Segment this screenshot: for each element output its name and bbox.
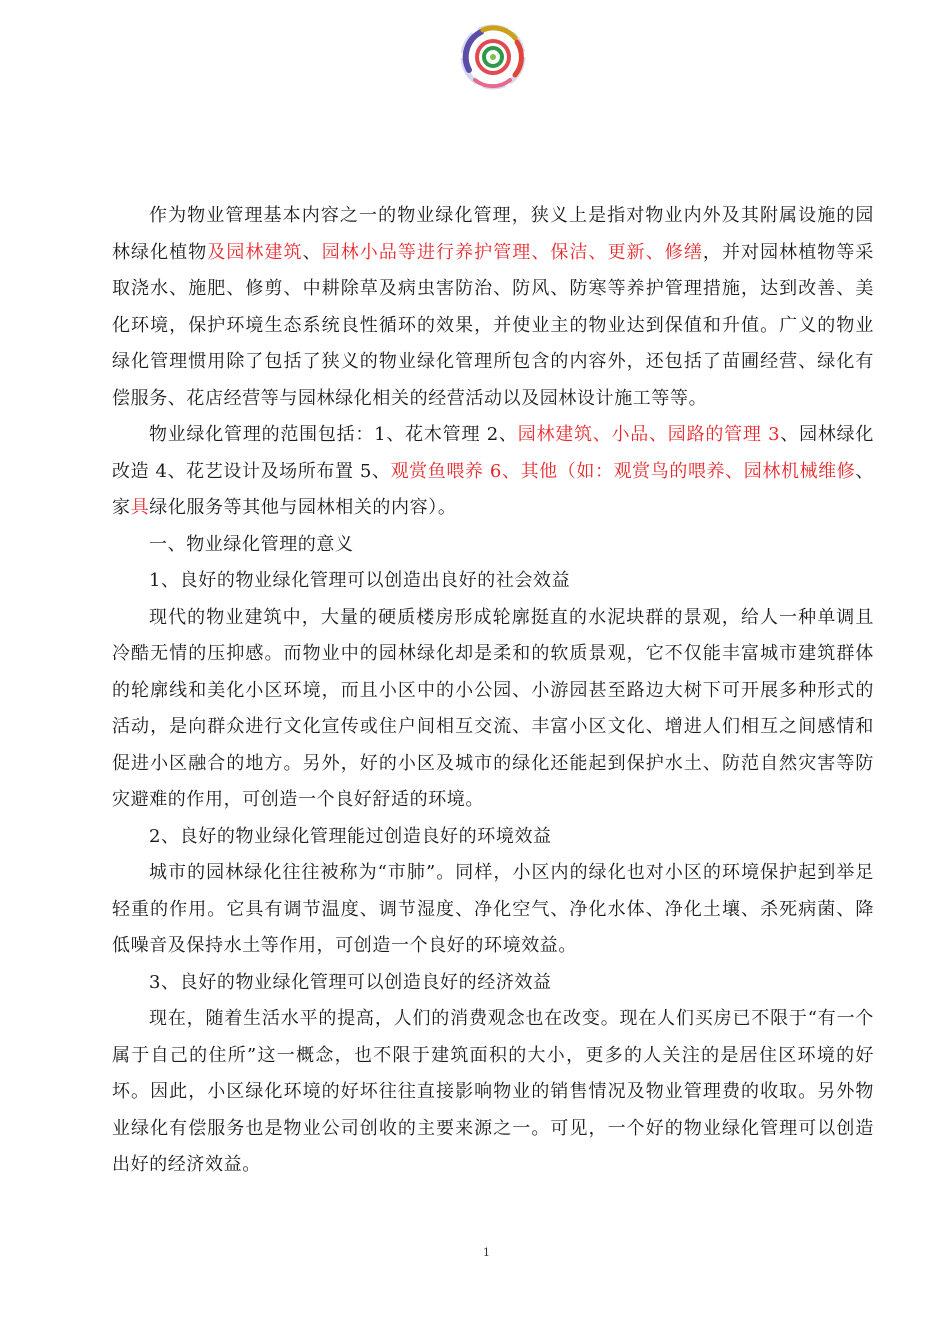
document-body	[112, 198, 874, 1184]
page-number: 1	[483, 1246, 490, 1259]
spiral-logo-icon	[455, 20, 530, 95]
highlight-text: 及园林建筑	[207, 241, 303, 263]
paragraph-economic-benefit: 现在，随着生活水平的提高，人们的消费观念也在改变。现在人们买房已不限于“有一个属于自己的住所”这一概念，也不限于建筑面积的大小，更多的人关注的是居住区环境的好坏。因此，小区绿化环境的好坏往往直接影响物业的销售情况及物业管理费的收取。另外物业绿化有偿服务也是物业公司创收的主要来源之一。可见，一个好的物业绿化管理可以创造出好的经济效益。	[112, 1008, 874, 1175]
paragraph-social-benefit: 现代的物业建筑中，大量的硬质楼房形成轮廓挺直的水泥块群的景观，给人一种单调且冷酷无情的压抑感。而物业中的园林绿化却是柔和的软质景观，它不仅能丰富城市建筑群体的轮廓线和美化小区环境，而且小区中的小公园、小游园甚至路边大树下可开展多种形式的活动，是向群众进行文化宣传或住户间相互交流、丰富小区文化、增进人们相互之间感情和促进小区融合的地方。另外，好的小区及城市的绿化还能起到保护水土、防范自然灾害等防灾避难的作用，可创造一个良好舒适的环境。	[112, 606, 874, 810]
section-heading: 一、物业绿化管理的意义	[149, 533, 354, 555]
paragraph-scope: 物业绿化管理的范围包括：1、花木管理 2、园林建筑、小品、园路的管理 3、园林绿化改造 4、花艺设计及场所布置 5、观赏鱼喂养 6、其他（如：观赏鸟的喂养、园林机械维修、家具绿化服务等其他与园林相关的内容）。	[112, 424, 874, 518]
subsection-heading: 3、良好的物业绿化管理可以创造良好的经济效益	[149, 971, 552, 993]
highlight-text: 园林小品等进行养护管理、保洁、更新、修缮	[321, 241, 703, 263]
paragraph-environmental-benefit: 城市的园林绿化往往被称为“市肺”。同样，小区内的绿化也对小区的环境保护起到举足轻重的作用。它具有调节温度、调节湿度、净化空气、净化水体、净化土壤、杀死病菌、降低噪音及保持水土等作用，可创造一个良好的环境效益。	[112, 862, 874, 956]
subsection-heading: 2、良好的物业绿化管理能过创造良好的环境效益	[149, 825, 552, 847]
subsection-heading: 1、良好的物业绿化管理可以创造出良好的社会效益	[149, 570, 571, 591]
highlight-text: 观赏鱼喂养 6、其他（如：观赏鸟的喂养、园林机械维修	[390, 460, 856, 482]
highlight-text: 园林建筑、小品、园路的管理 3	[517, 424, 781, 445]
highlight-text: 具	[130, 497, 150, 518]
paragraph-definition: 作为物业管理基本内容之一的物业绿化管理，狭义上是指对物业内外及其附属设施的园林绿化植物及园林建筑、园林小品等进行养护管理、保洁、更新、修缮，并对园林植物等采取浇水、施肥、修剪、中耕除草及病虫害防治、防风、防寒等养护管理措施，达到改善、美化环境，保护环境生态系统良性循环的效果，并使业主的物业达到保值和升值。广义的物业绿化管理惯用除了包括了狭义的物业绿化管理所包含的内容外，还包括了苗圃经营、绿化有偿服务、花店经营等与园林绿化相关的经营活动以及园林设计施工等等。	[112, 205, 875, 409]
